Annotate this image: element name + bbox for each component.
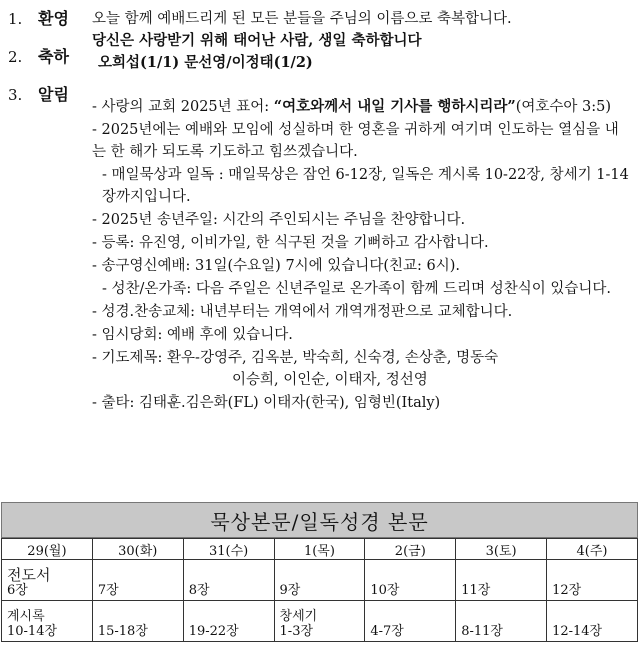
announcement-text: - 기도제목: 환우-강영주, 김옥분, 박숙희, 신숙경, 손상춘, 명동숙 (92, 350, 499, 366)
announcement-item: - 매일묵상과 일독 : 매일묵상은 잠언 6-12장, 일독은 계시록 10-22장, 창세기 1-14장까지입니다. (102, 167, 629, 205)
schedule-title: 묵상본문/일독성경 본문 (1, 502, 638, 538)
day-header: 3(토) (456, 539, 547, 560)
motto-reference: (여호수아 3:5) (515, 99, 612, 115)
reading-cell (183, 560, 274, 601)
section-number: 1. (8, 10, 23, 28)
reading-cell (274, 601, 365, 642)
announcement-item: - 등록: 유진영, 이비가일, 한 식구된 것을 기뻐하고 감사합니다. (92, 235, 489, 251)
reading-cell (365, 560, 456, 601)
announcement-item: - 2025년에는 예배와 모임에 성실하며 한 영혼을 귀하게 여기며 인도하는 열심을 내는 한 해가 되도록 기도하고 힘쓰겠습니다. (92, 122, 619, 160)
welcome-text: 오늘 함께 예배드리게 된 모든 분들을 주님의 이름으로 축복합니다. (92, 11, 512, 27)
announcement-motto (92, 96, 632, 118)
reading-cell (365, 601, 456, 642)
birthday-list: 오희섭(1/1) 문선영/이정태(1/2) (98, 54, 313, 71)
table-row (2, 560, 638, 601)
chapter: 12-14장 (552, 624, 603, 639)
reading-cell (456, 560, 547, 601)
welcome-congrats-block (92, 8, 634, 74)
section-title: 축하 (38, 47, 69, 66)
section-number: 2. (8, 48, 23, 66)
reading-cell (547, 601, 638, 642)
congrats-text: 당신은 사랑받기 위해 태어난 사람, 생일 축하합니다 (92, 32, 422, 49)
reading-cell (456, 601, 547, 642)
chapter: 6장 (7, 583, 28, 598)
reading-cell (92, 601, 183, 642)
reading-cell (2, 601, 93, 642)
day-header: 31(수) (183, 539, 274, 560)
announcement-item: - 성경.찬송교체: 내년부터는 개역에서 개역개정판으로 교체합니다. (92, 304, 513, 320)
section-welcome (8, 6, 86, 44)
day-header: 4(주) (547, 539, 638, 560)
chapter: 10-14장 (7, 624, 58, 639)
table-row (2, 601, 638, 642)
chapter: 10장 (370, 583, 400, 598)
book-name: 계시록 (7, 609, 45, 624)
chapter: 15-18장 (97, 624, 148, 639)
announcement-text: - 사랑의 교회 2025년 표어: (92, 99, 274, 115)
reading-cell (183, 601, 274, 642)
reading-schedule (1, 502, 638, 642)
section-announcements (8, 82, 86, 120)
announcement-item: - 임시당회: 예배 후에 있습니다. (92, 327, 293, 343)
reading-cell (92, 560, 183, 601)
day-header: 2(금) (365, 539, 456, 560)
day-header: 29(월) (2, 539, 93, 560)
chapter: 9장 (279, 583, 301, 598)
day-header: 30(화) (92, 539, 183, 560)
chapter: 19-22장 (188, 624, 239, 639)
day-header: 1(목) (274, 539, 365, 560)
motto-verse: “여호와께서 내일 기사를 행하시리라” (273, 98, 516, 115)
announcement-item: - 2025년 송년주일: 시간의 주인되시는 주님을 찬양합니다. (92, 212, 466, 228)
chapter: 12장 (552, 583, 582, 598)
reading-cell (547, 560, 638, 601)
chapter: 4-7장 (370, 624, 404, 639)
announcement-prayer (92, 347, 632, 391)
section-title: 환영 (38, 9, 69, 28)
chapter: 8-11장 (461, 624, 503, 639)
announcement-item: - 출타: 김태훈.김은화(FL) 이태자(한국), 임형빈(Italy) (92, 395, 441, 411)
book-name: 창세기 (279, 609, 318, 624)
announcement-item: - 성찬/온가족: 다음 주일은 신년주일로 온가족이 함께 드리며 성찬식이 있습니다. (102, 281, 611, 297)
announcement-list (92, 96, 632, 415)
reading-cell (274, 560, 365, 601)
schedule-table (1, 538, 638, 642)
book-name: 전도서 (7, 566, 51, 584)
day-header-row (2, 539, 638, 560)
chapter: 8장 (188, 583, 210, 598)
chapter: 1-3장 (279, 624, 314, 639)
chapter: 11장 (461, 583, 491, 598)
section-numbers (8, 6, 86, 120)
section-congrats (8, 44, 86, 82)
chapter: 7장 (97, 583, 119, 598)
announcement-item: - 송구영신예배: 31일(수요일) 7시에 있습니다(친교: 6시). (92, 258, 460, 274)
section-title: 알림 (38, 85, 69, 104)
prayer-continued: 이승희, 이인순, 이태자, 정선영 (232, 372, 428, 388)
section-number: 3. (8, 86, 23, 104)
reading-cell (2, 560, 93, 601)
